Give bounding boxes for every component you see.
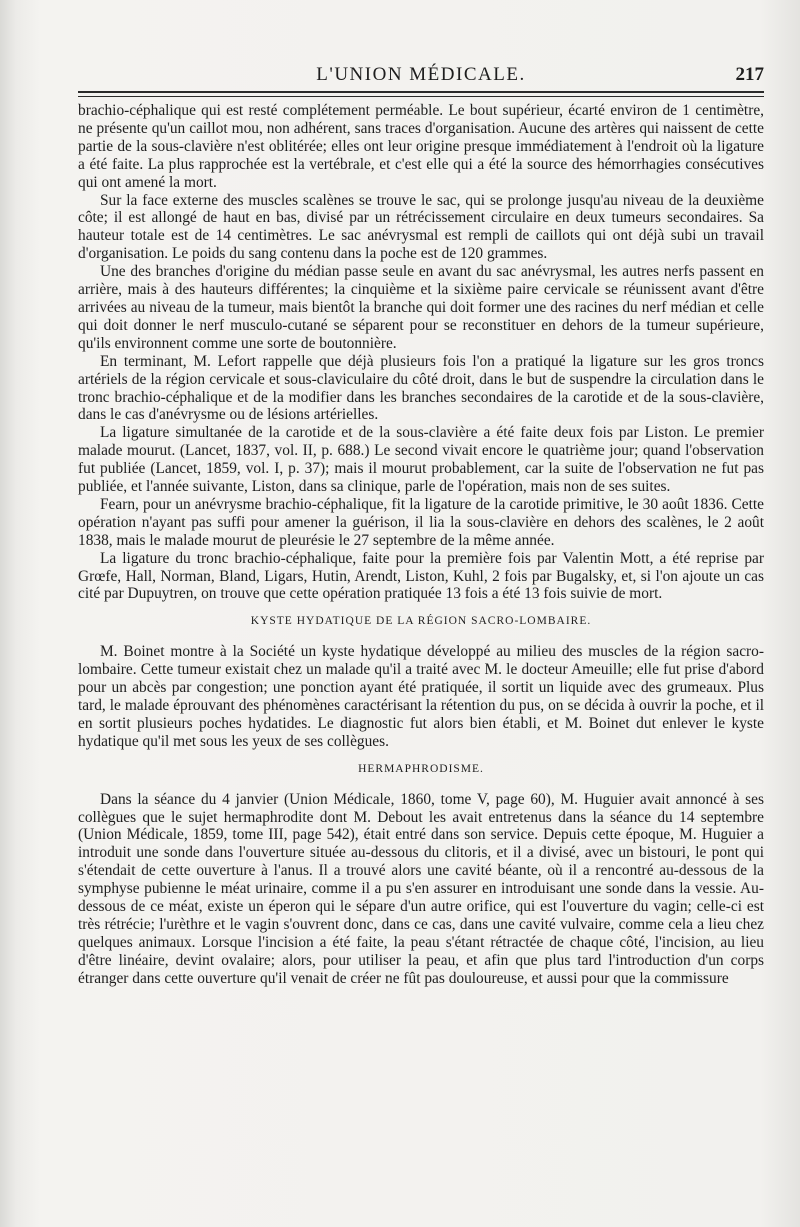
paragraph: En terminant, M. Lefort rappelle que déjà plusieurs fois l'on a pratiqué la ligature sur les gros troncs artériels de la région cervicale et sous-claviculaire du côté droit, dans le but de suspendre la circulation dans le tronc brachio-céphalique et de la modifier dans les branches secondaires de la carotide et de la sous-clavière, dans le cas d'anévrysme ou de lésions artérielles. <box>78 352 764 424</box>
section-heading-hermaphrodisme: HERMAPHRODISME. <box>358 762 484 775</box>
header-rule <box>78 91 764 97</box>
paragraph: La ligature simultanée de la carotide et de la sous-clavière a été faite deux fois par Liston. Le premier malade mourut. (Lancet, 1837, vol. II, p. 688.) Le second vivait encore le quatrième jour; quand l'observation fut publiée (Lancet, 1859, vol. I, p. 37); mais il mourut probablement, car la suite de l'observation ne fut pas publiée, et l'année suivante, Liston, dans sa clinique, parle de l'opération, mais non de ses suites. <box>78 424 764 496</box>
paragraph: Fearn, pour un anévrysme brachio-céphalique, fit la ligature de la carotide primitive, le 30 août 1836. Cette opération n'ayant pas suffi pour amener la guérison, il lia la sous-clavière en dehors des scalènes, le 2 août 1838, mais le malade mourut de pleurésie le 27 septembre de la même année. <box>78 495 764 549</box>
article-body <box>78 102 764 988</box>
page-number: 217 <box>735 64 764 85</box>
paragraph: brachio-céphalique qui est resté complétement perméable. Le bout supérieur, écarté environ de 1 centimètre, ne présente qu'un caillot mou, non adhérent, sans traces d'organisation. Aucune des artères qui naissent de cette partie de la sous-clavière n'est oblitérée; elles ont leur origine presque immédiatement à l'endroit où la ligature a été faite. La plus rapprochée est la vertébrale, et c'est elle qui a été la source des hémorrhagies consécutives qui ont amené la mort. <box>78 102 764 191</box>
running-title: L'UNION MÉDICALE. <box>316 64 526 85</box>
paragraph: M. Boinet montre à la Société un kyste hydatique développé au milieu des muscles de la région sacro-lombaire. Cette tumeur existait chez un malade qu'il a traité avec M. le docteur Ameuille; elle fut prise d'abord pour un abcès par congestion; une ponction ayant été pratiquée, il sortit un liquide avec des grumeaux. Plus tard, le malade éprouvant des phénomènes caractérisant la rétention du pus, on se décida à ouvrir la poche, et il en sortit plusieurs poches hydatides. Le diagnostic fut alors bien établi, et M. Boinet dut enlever le kyste hydatique qu'il met sous les yeux de ses collègues. <box>78 643 764 750</box>
paragraph: Sur la face externe des muscles scalènes se trouve le sac, qui se prolonge jusqu'au niveau de la deuxième côte; il est allongé de haut en bas, divisé par un rétrécissement circulaire en deux tumeurs secondaires. Sa hauteur totale est de 14 centimètres. Le sac anévrysmal est rempli de caillots qui ont déjà subi un travail d'organisation. Le poids du sang contenu dans la poche est de 120 grammes. <box>78 191 764 263</box>
paragraph: La ligature du tronc brachio-céphalique, faite pour la première fois par Valentin Mott, a été reprise par Grœfe, Hall, Norman, Bland, Ligars, Hutin, Arendt, Liston, Kuhl, 2 fois par Bugalsky, et, si l'on ajoute un cas cité par Dupuytren, on trouve que cette opération pratiquée 13 fois a été 13 fois suivie de mort. <box>78 549 764 603</box>
paragraph: Une des branches d'origine du médian passe seule en avant du sac anévrysmal, les autres nerfs passent en arrière, mais à des hauteurs différentes; la cinquième et la sixième paire cervicale se réunissent avant d'être arrivées au niveau de la tumeur, mais bientôt la branche qui doit former une des racines du nerf médian et celle qui doit donner le nerf musculo-cutané se séparent pour se reconstituer en dehors de la tumeur supérieure, qu'ils environnent comme une sorte de boutonnière. <box>78 263 764 352</box>
section-heading-kyste: KYSTE HYDATIQUE DE LA RÉGION SACRO-LOMBAIRE. <box>250 615 592 628</box>
page-header <box>78 58 764 90</box>
paragraph: Dans la séance du 4 janvier (Union Médicale, 1860, tome V, page 60), M. Huguier avait annoncé à ses collègues que le sujet hermaphrodite dont M. Debout les avait entretenus dans la séance du 14 septembre (Union Médicale, 1859, tome III, page 542), était entré dans son service. Depuis cette époque, M. Huguier a introduit une sonde dans l'ouverture située au-dessous du clitoris, et il a divisé, avec un bistouri, le pont qui s'étendait de cette ouverture à l'anus. Il a trouvé alors une cavité béante, où il a rencontré au-dessous de la symphyse pubienne le méat urinaire, comme il a pu s'en assurer en introduisant une sonde dans la vessie. Au-dessous de ce méat, existe un éperon qui le sépare d'un autre orifice, qui est l'ouverture du vagin; celle-ci est très rétrécie; l'urèthre et le vagin s'ouvrent donc, dans ce cas, dans une cavité vulvaire, comme cela a lieu chez quelques animaux. Lorsque l'incision a été faite, la peau s'étant rétractée de chaque côté, l'incision, au lieu d'être linéaire, devint ovalaire; alors, pour utiliser la peau, et afin que plus tard l'introduction d'un corps étranger dans cette ouverture qu'il venait de créer ne fût pas douloureuse, et aussi pour que la commissure <box>78 790 764 987</box>
